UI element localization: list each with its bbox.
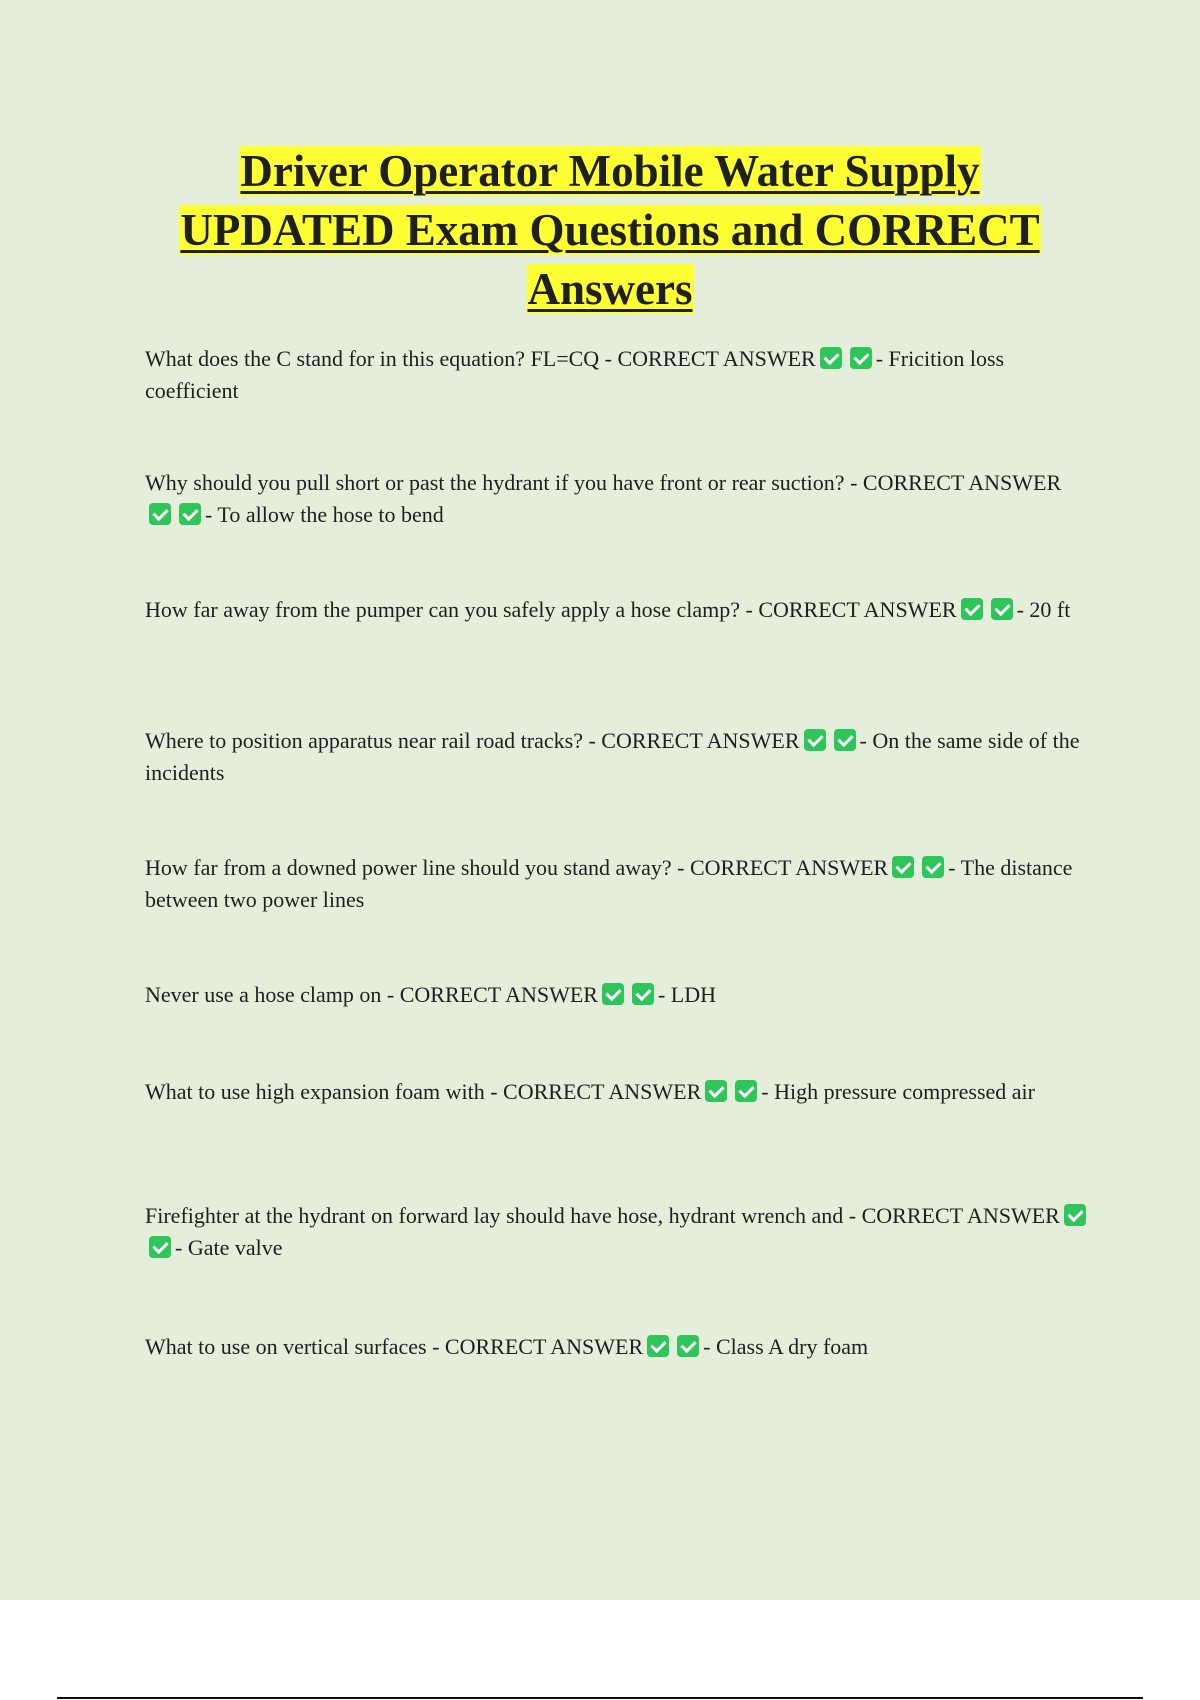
check-box-icon — [820, 347, 842, 369]
check-box-icon — [705, 1080, 727, 1102]
qa-item — [145, 725, 1090, 789]
question-text: Where to position apparatus near rail road tracks? - CORRECT ANSWER — [145, 728, 800, 753]
qa-item — [145, 343, 1090, 407]
check-box-icon — [1064, 1204, 1086, 1226]
qa-item — [145, 852, 1090, 916]
answer-text: - To allow the hose to bend — [205, 502, 444, 527]
question-text: Never use a hose clamp on - CORRECT ANSWER — [145, 982, 598, 1007]
qa-item — [145, 979, 1090, 1011]
answer-text: - High pressure compressed air — [761, 1079, 1035, 1104]
answer-text: - 20 ft — [1016, 597, 1071, 622]
question-text: Firefighter at the hydrant on forward lay should have hose, hydrant wrench and - CORRECT ANSWER — [145, 1203, 1060, 1228]
answer-text: - The distance between two power lines — [145, 855, 1073, 912]
footer-divider — [57, 1697, 1143, 1699]
check-box-icon — [602, 983, 624, 1005]
answer-text: - Gate valve — [175, 1235, 283, 1260]
answer-text: - Fricition loss coefficient — [145, 346, 1005, 403]
qa-item — [145, 1076, 1090, 1108]
check-box-icon — [677, 1335, 699, 1357]
check-box-icon — [850, 347, 872, 369]
check-box-icon — [922, 856, 944, 878]
qa-item — [145, 467, 1090, 531]
check-box-icon — [149, 1236, 171, 1258]
check-box-icon — [632, 983, 654, 1005]
question-text: How far away from the pumper can you safely apply a hose clamp? - CORRECT ANSWER — [145, 597, 957, 622]
check-box-icon — [892, 856, 914, 878]
qa-item — [145, 594, 1090, 626]
qa-item — [145, 1200, 1090, 1264]
question-text: Why should you pull short or past the hydrant if you have front or rear suction? - CORRECT ANSWER — [145, 470, 1062, 495]
check-box-icon — [647, 1335, 669, 1357]
question-text: What to use high expansion foam with - CORRECT ANSWER — [145, 1079, 702, 1104]
check-box-icon — [179, 503, 201, 525]
check-box-icon — [149, 503, 171, 525]
answer-text: - Class A dry foam — [703, 1334, 869, 1359]
answer-text: - LDH — [657, 982, 717, 1007]
check-box-icon — [735, 1080, 757, 1102]
document-title — [130, 142, 1090, 319]
answer-text: - On the same side of the incidents — [145, 728, 1080, 785]
check-box-icon — [834, 729, 856, 751]
check-box-icon — [804, 729, 826, 751]
check-box-icon — [991, 598, 1013, 620]
title-highlight: Driver Operator Mobile Water Supply UPDATED Exam Questions and CORRECT Answers — [180, 146, 1040, 314]
question-text: What does the C stand for in this equation? FL=CQ - CORRECT ANSWER — [145, 346, 816, 371]
question-text: What to use on vertical surfaces - CORRECT ANSWER — [145, 1334, 644, 1359]
question-text: How far from a downed power line should you stand away? - CORRECT ANSWER — [145, 855, 889, 880]
check-box-icon — [961, 598, 983, 620]
qa-item — [145, 1331, 1090, 1363]
